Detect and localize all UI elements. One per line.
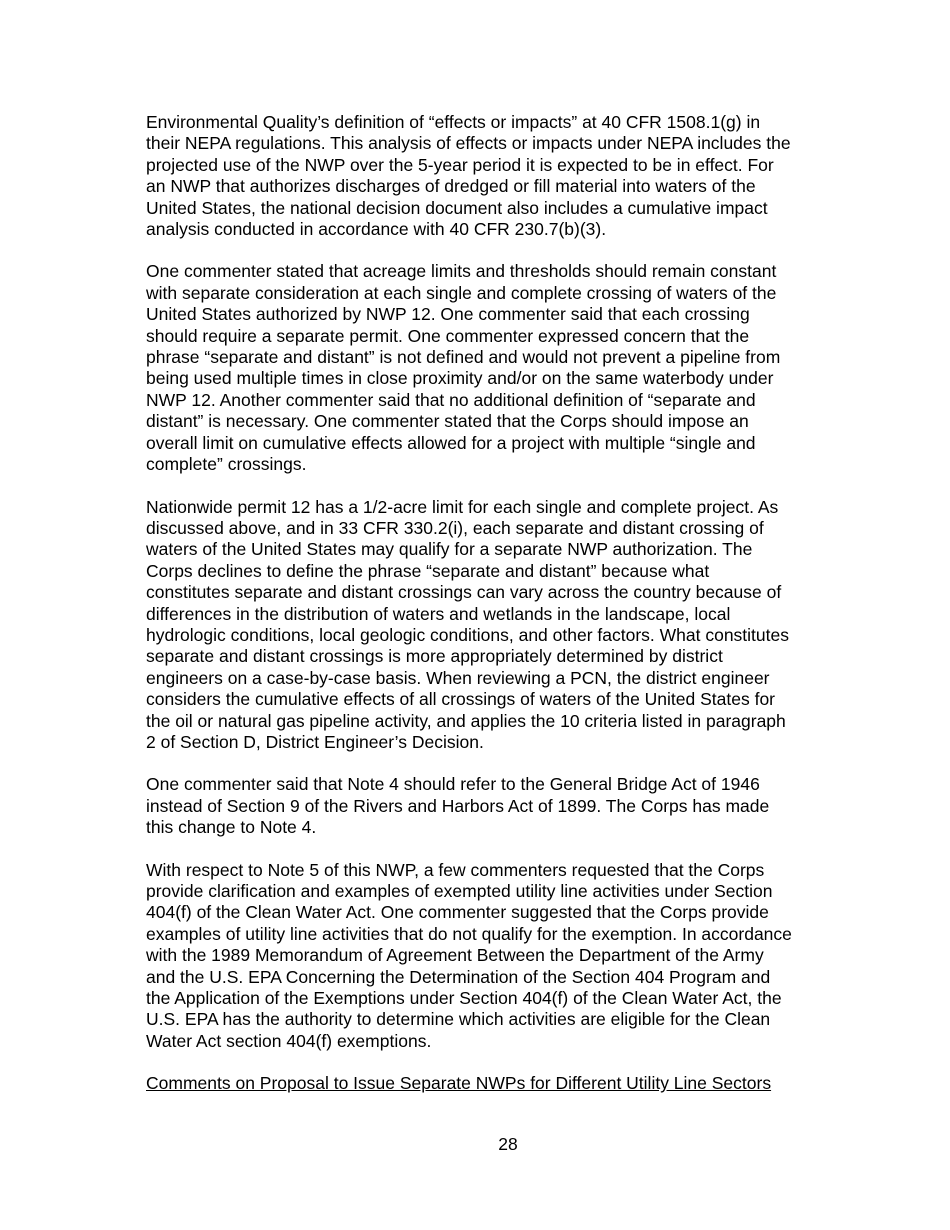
text-line: with separate consideration at each single and complete crossing of waters of the bbox=[146, 282, 777, 303]
paragraph bbox=[146, 497, 846, 754]
text-line: discussed above, and in 33 CFR 330.2(i), each separate and distant crossing of bbox=[146, 517, 764, 538]
text-line: Nationwide permit 12 has a 1/2-acre limit for each single and complete project. As bbox=[146, 496, 779, 517]
text-line: waters of the United States may qualify for a separate NWP authorization. The bbox=[146, 539, 753, 560]
page-number: 28 bbox=[498, 1134, 518, 1154]
section-heading: Comments on Proposal to Issue Separate NWPs for Different Utility Line Sectors bbox=[146, 1073, 772, 1094]
paragraph bbox=[146, 261, 846, 475]
text-line: United States, the national decision document also includes a cumulative impact bbox=[146, 197, 768, 218]
text-line: instead of Section 9 of the Rivers and Harbors Act of 1899. The Corps has made bbox=[146, 795, 770, 816]
text-line: analysis conducted in accordance with 40 CFR 230.7(b)(3). bbox=[146, 219, 607, 240]
text-line: examples of utility line activities that do not qualify for the exemption. In accordance bbox=[146, 923, 792, 944]
text-line: U.S. EPA has the authority to determine which activities are eligible for the Clean bbox=[146, 1009, 771, 1030]
text-line: Environmental Quality’s definition of “effects or impacts” at 40 CFR 1508.1(g) in bbox=[146, 112, 761, 132]
paragraph bbox=[146, 112, 846, 240]
text-line: Water Act section 404(f) exemptions. bbox=[146, 1030, 432, 1051]
text-line: with the 1989 Memorandum of Agreement Between the Department of the Army bbox=[146, 945, 764, 966]
text-line: their NEPA regulations. This analysis of effects or impacts under NEPA includes the bbox=[146, 133, 791, 154]
text-line: projected use of the NWP over the 5-year period it is expected to be in effect. For bbox=[146, 154, 774, 175]
text-line: engineers on a case-by-case basis. When reviewing a PCN, the district engineer bbox=[146, 667, 770, 688]
text-line: this change to Note 4. bbox=[146, 817, 317, 838]
text-line: With respect to Note 5 of this NWP, a few commenters requested that the Corps bbox=[146, 859, 765, 880]
text-line: separate and distant crossings is more appropriately determined by district bbox=[146, 646, 723, 667]
text-line: 404(f) of the Clean Water Act. One commenter suggested that the Corps provide bbox=[146, 902, 769, 923]
text-line: being used multiple times in close proximity and/or on the same waterbody under bbox=[146, 368, 774, 389]
text-line: an NWP that authorizes discharges of dredged or fill material into waters of the bbox=[146, 176, 756, 197]
text-line: constitutes separate and distant crossings can vary across the country because of bbox=[146, 582, 782, 603]
text-line: complete” crossings. bbox=[146, 454, 307, 475]
text-line: the Application of the Exemptions under Section 404(f) of the Clean Water Act, the bbox=[146, 988, 782, 1009]
paragraph bbox=[146, 860, 846, 1053]
text-line: distant” is necessary. One commenter stated that the Corps should impose an bbox=[146, 411, 749, 432]
text-line: differences in the distribution of waters and wetlands in the landscape, local bbox=[146, 603, 731, 624]
text-line: NWP 12. Another commenter said that no additional definition of “separate and bbox=[146, 389, 756, 410]
text-line: Corps declines to define the phrase “separate and distant” because what bbox=[146, 560, 710, 581]
text-line: United States authorized by NWP 12. One commenter said that each crossing bbox=[146, 304, 750, 325]
text-line: should require a separate permit. One commenter expressed concern that the bbox=[146, 325, 750, 346]
text-line: One commenter said that Note 4 should refer to the General Bridge Act of 1946 bbox=[146, 774, 760, 795]
text-line: hydrologic conditions, local geologic conditions, and other factors. What constitutes bbox=[146, 624, 789, 645]
text-line: overall limit on cumulative effects allowed for a project with multiple “single and bbox=[146, 432, 756, 453]
page-content bbox=[146, 112, 846, 1095]
paragraph bbox=[146, 774, 846, 838]
text-line: considers the cumulative effects of all crossings of waters of the United States for bbox=[146, 689, 776, 710]
text-line: provide clarification and examples of exempted utility line activities under Section bbox=[146, 881, 773, 901]
text-line: 2 of Section D, District Engineer’s Decision. bbox=[146, 731, 484, 752]
text-line: the oil or natural gas pipeline activity, and applies the 10 criteria listed in paragraph bbox=[146, 710, 786, 731]
body-paragraphs bbox=[146, 112, 846, 1052]
text-line: One commenter stated that acreage limits and thresholds should remain constant bbox=[146, 261, 777, 282]
text-line: and the U.S. EPA Concerning the Determination of the Section 404 Program and bbox=[146, 966, 771, 987]
text-line: phrase “separate and distant” is not defined and would not prevent a pipeline from bbox=[146, 347, 781, 368]
